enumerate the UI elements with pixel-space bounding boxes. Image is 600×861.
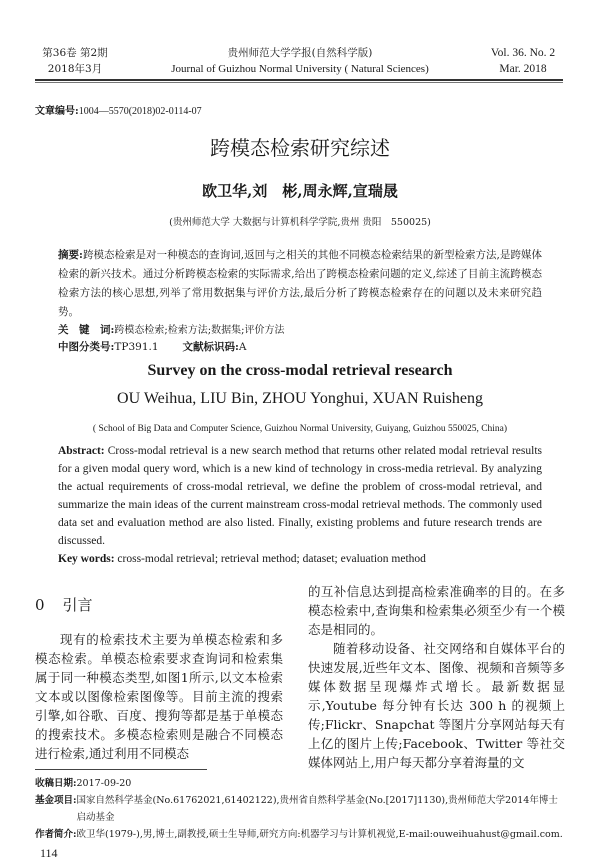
abstract-cn-text: 跨模态检索是对一种模态的查询词,返回与之相关的其他不同模态检索结果的新型检索方法,是跨媒体检索的新兴技术。通过分析跨模态检索的实际需求,给出了跨模态检索问题的定义,综述了目前主流跨模态检索方法的核心思想,列举了常用数据集与评价方法,最后分析了跨模态检索存在的问题以及未来研究趋势。: [58, 249, 542, 318]
title-cn: 跨模态检索研究综述: [210, 136, 390, 160]
doc-code-value: A: [238, 341, 247, 353]
affiliation-cn: (贵州师范大学 大数据与计算机科学学院,贵州 贵阳 550025): [169, 217, 431, 228]
footnotes: [35, 775, 563, 843]
keywords-en: [58, 550, 542, 568]
clc-label: 中图分类号:: [58, 341, 115, 353]
keywords-en-text: cross-modal retrieval; retrieval method; dataset; evaluation method: [114, 553, 426, 565]
received-value: 2017-09-20: [76, 778, 132, 789]
left-column: [35, 582, 283, 772]
fund-value: 国家自然科学基金(No.61762021,61402122),贵州省自然科学基金(No.[2017]1130),贵州师范大学2014年博士启动基金: [76, 795, 558, 823]
clc-value: TP391.1: [114, 341, 159, 353]
affiliation-en: ( School of Big Data and Computer Science, Guizhou Normal University, Guiyang, Guizhou 550025, China): [92, 424, 508, 434]
paragraph: 的互补信息达到提高检索准确率的目的。在多模态检索中,查询集和检索集必须至少有一个模态是相同的。: [308, 584, 565, 637]
volume-issue-cn: [35, 45, 115, 77]
footnote-received: [35, 775, 563, 792]
section-number: 0: [35, 596, 45, 614]
footnote-author: [35, 826, 563, 843]
authors-cn: 欧卫华,刘 彬,周永辉,宣瑞晟: [202, 182, 398, 200]
footnote-rule: [35, 769, 207, 770]
abstract-en: [58, 442, 542, 550]
doc-code-label: 文献标识码:: [182, 341, 239, 353]
header-rule: [35, 79, 563, 81]
authors-en: OU Weihua, LIU Bin, ZHOU Yonghui, XUAN Ruisheng: [117, 390, 483, 407]
abstract-en-text: Cross-modal retrieval is a new search method that returns other related modal retrieval results for a given modal query word, which is a new kind of technology in cross-media retrieval. By analyzing the actual requirements of cross-modal retrieval, we define the problem of cross-modal retrieval, and summarize the main ideas of the current mainstream cross-modal retrieval methods. The commonly used data set and evaluation method are also listed. Finally, existing problems and future research trends are discussed.: [58, 445, 542, 547]
title-en: Survey on the cross-modal retrieval research: [147, 362, 453, 379]
section-heading: [35, 594, 283, 616]
abstract-en-label: Abstract:: [58, 445, 105, 457]
volume-issue-en: [480, 45, 566, 77]
keywords-en-label: Key words:: [58, 553, 115, 565]
journal-name-en: Journal of Guizhou Normal University ( Natural Sciences): [171, 63, 429, 75]
paragraph: 随着移动设备、社交网络和自媒体平台的快速发展,近些年文本、图像、视频和音频等多媒体数据呈现爆炸式增长。最新数据显示,Youtube 每分钟有长达 300 h 的视频上传;Flickr、Snapchat 等图片分享网站每天有上亿的图片上传;Facebook、Twitter 等社交媒体网站上,用户每天都分享着海量的文: [308, 641, 565, 770]
keywords-cn-text: 跨模态检索;检索方法;数据集;评价方法: [114, 325, 285, 336]
volume-cn: 第36卷 第2期: [42, 47, 108, 59]
footnote-fund: [35, 792, 563, 826]
classification: [58, 339, 542, 356]
author-value: 欧卫华(1979-),男,博士,副教授,硕士生导师,研究方向:机器学习与计算机视觉,E-mail:ouweihuahust@gmail.com.: [76, 829, 563, 840]
article-id-value: 1004—5570(2018)02-0114-07: [78, 106, 202, 117]
date-cn: 2018年3月: [47, 63, 103, 75]
paragraph: 现有的检索技术主要为单模态检索和多模态检索。单模态检索要求查询词和检索集属于同一种模态类型,如图1所示,以文本检索文本或以图像检索图像等。目前主流的搜索引擎,如谷歌、百度、搜狗等都是基于单模态的搜索技术。多模态检索则是融合不同模态进行检索,通过利用不同模态: [35, 632, 283, 761]
keywords-cn-label: 关 键 词:: [58, 324, 115, 336]
journal-name-cn: 贵州师范大学学报(自然科学版): [227, 47, 373, 59]
page-number: 114: [40, 846, 58, 860]
body-columns: [35, 582, 565, 772]
header-rule-thin: [35, 82, 563, 83]
abstract-cn: [58, 246, 542, 322]
abstract-cn-label: 摘要:: [58, 249, 83, 261]
received-label: 收稿日期:: [35, 778, 77, 789]
volume-en: Vol. 36. No. 2: [490, 47, 556, 59]
article-id: [35, 100, 600, 119]
author-label: 作者简介:: [35, 829, 77, 840]
article-content: [0, 100, 600, 861]
keywords-cn: [58, 322, 542, 339]
fund-label: 基金项目:: [35, 795, 77, 806]
date-en: Mar. 2018: [499, 63, 547, 75]
section-title: 引言: [62, 596, 93, 614]
right-column: [308, 582, 565, 772]
article-id-label: 文章编号:: [35, 106, 79, 117]
journal-name: [120, 45, 480, 77]
